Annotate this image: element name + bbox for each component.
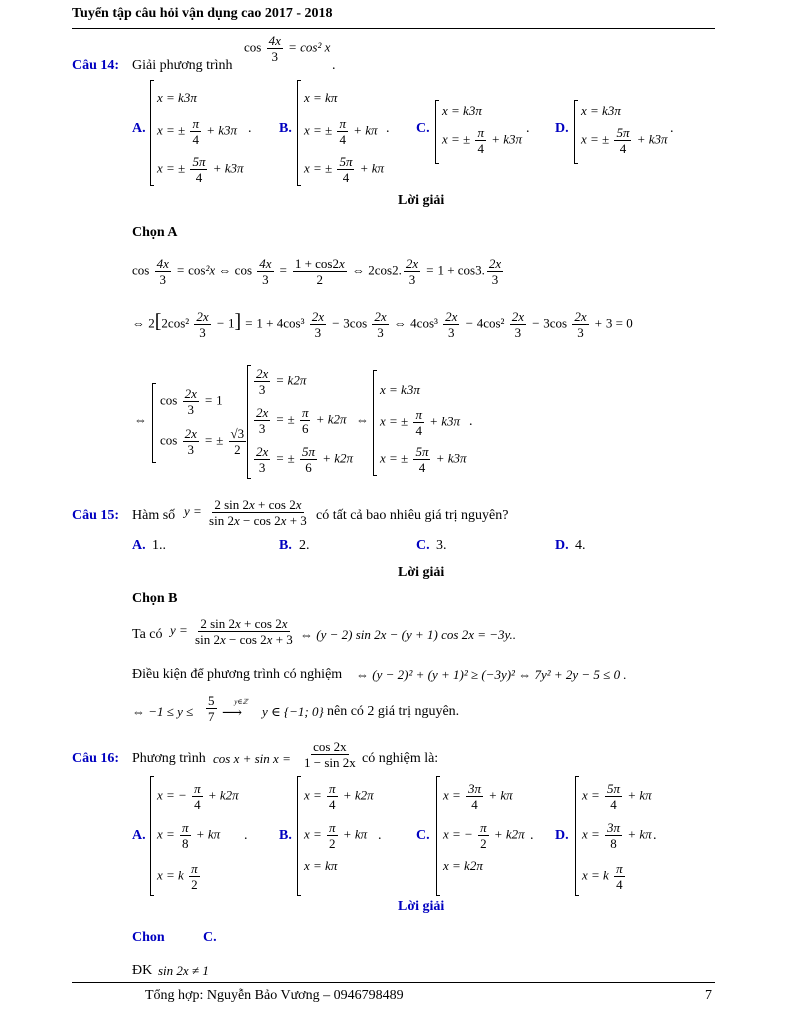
question-14-label: Câu 14: [72,58,120,73]
q14-option-b-line3: x = ± $\frac{5\pi}{4}$ + kπ [304,154,385,185]
q15-line3-frac [204,693,219,724]
question-15-function: y = $\frac{2 \sin 2x + \cos 2x}{\sin 2x - \cos 2x + 3}$ [184,497,307,528]
q16-option-c-line2: x = − $\frac{\pi}{2}$ + k2π [443,820,525,851]
q16-choice-b: C. [203,930,217,945]
question-16-eq-frac [300,739,360,770]
q16-option-d-line1: x = $\frac{5\pi}{4}$ + kπ [582,781,652,812]
q14-step-3-arrow-2: ⇔ [356,412,369,427]
q15-line1-a: Ta có [132,627,163,642]
question-14-equation: cos $\frac{4x}{3}$ = cos² x [244,33,331,64]
q14-option-b-line1: x = kπ [304,90,338,105]
page-number: 7 [705,988,712,1003]
q14-option-a-bracket [150,80,154,186]
q14-step-3-case-2: cos $\frac{2x}{3}$ = ± $\frac{√3}{2}$ [160,426,245,457]
q15-option-a-letter: A. [132,538,146,553]
q14-step-3-case-5: $\frac{2x}{3}$ = ± $\frac{5\pi}{6}$ + k2π [256,444,354,475]
q16-option-c-line1: x = $\frac{3\pi}{4}$ + kπ [443,781,513,812]
q15-option-d-value: 4. [575,538,586,553]
question-16-prompt-a: Phương trình [132,751,206,766]
q16-option-c-letter: C. [416,828,430,843]
header-rule [72,28,715,29]
q15-option-c-value: 3. [436,538,447,553]
q15-line1-b: ⇔ (y − 2) sin 2x − (y + 1) cos 2x = −3y.. [300,627,517,642]
q15-line3-a: ⇔ −1 ≤ y ≤ [132,704,194,719]
q16-option-d-end: . [653,828,657,843]
question-15-prompt-b: có tất cả bao nhiêu giá trị nguyên? [316,508,509,523]
q16-option-a-letter: A. [132,828,146,843]
q14-option-c-end: . [526,121,530,136]
q14-step-3-bracket-1 [152,383,156,463]
q15-line3-c: nên có 2 giá trị nguyên. [327,704,460,719]
q14-step-3-case-6: x = k3π [380,382,420,397]
q14-option-c-line2: x = ± $\frac{\pi}{4}$ + k3π [442,125,523,156]
question-15-label: Câu 15: [72,508,120,523]
q14-step-3-bracket-3 [373,370,377,476]
footer-rule [72,982,715,983]
q16-option-a-end: . [244,828,248,843]
q16-condition-expr: sin 2x ≠ 1 [158,963,209,978]
q16-option-a-bracket [150,776,154,896]
q14-option-b-bracket [297,80,301,186]
q14-option-c-letter: C. [416,121,430,136]
question-16-eq-a: cos x + sin x = [213,751,291,766]
q16-option-c-bracket [436,776,440,896]
question-15-prompt-a: Hàm số [132,508,176,523]
q14-step-3-case-3: $\frac{2x}{3}$ = k2π [256,366,307,397]
q14-step-3-case-7: x = ± $\frac{\pi}{4}$ + k3π [380,407,461,438]
q14-solution-title: Lời giải [398,193,445,208]
q14-option-d-bracket [574,100,578,164]
page-header-title: Tuyển tập câu hỏi vận dụng cao 2017 - 2018 [72,6,333,21]
q14-option-a-end: . [248,121,252,136]
question-16-prompt-b: có nghiệm là: [362,751,439,766]
q14-option-b-end: . [386,121,390,136]
q14-option-a-line3: x = ± $\frac{5\pi}{4}$ + k3π [157,154,244,185]
q15-long-arrow: ⟶ [222,706,243,721]
q16-option-b-end: . [378,828,382,843]
q14-option-a-line2: x = ± $\frac{\pi}{4}$ + k3π [157,116,238,147]
question-14-prompt: Giải phương trình [132,58,233,73]
q14-option-c-line1: x = k3π [442,103,482,118]
q14-step-3-end: . [469,414,473,429]
q15-line3-frac-num: 5 [208,693,215,708]
q16-option-d-line2: x = $\frac{3\pi}{8}$ + kπ [582,820,652,851]
q15-choice: Chọn B [132,591,178,606]
q16-condition-label: ĐK [132,963,153,978]
q16-option-d-letter: D. [555,828,569,843]
q16-option-b-line2: x = $\frac{\pi}{2}$ + kπ [304,820,368,851]
q14-option-d-letter: D. [555,121,569,136]
q15-line3-b: y ∈ {−1; 0} [262,704,324,719]
q14-step-3-arrow-1: ⇔ [134,412,147,427]
q15-option-b-value: 2. [299,538,310,553]
q15-line1-function: y = $\frac{2 \sin 2x + \cos 2x}{\sin 2x - \cos 2x + 3}$ [170,616,293,647]
question-16-eq-num: cos 2x [313,739,347,754]
q15-option-c-letter: C. [416,538,430,553]
q16-option-c-line3: x = k2π [443,858,483,873]
q16-option-b-line3: x = kπ [304,858,338,873]
q14-option-d-end: . [670,121,674,136]
q14-step-3-case-8: x = ± $\frac{5\pi}{4}$ + k3π [380,444,467,475]
q14-step-1: cos $\frac{4x}{3}$ = cos²x ⇔ cos $\frac{4x}{3}$ = $\frac{1 + \cos 2x}{2}$ ⇔ 2cos2. $\frac{2x}{3}$ = 1 + cos3. $\frac{2x}{3}$ [132,256,502,287]
q15-line2-b: ⇔ (y − 2)² + (y + 1)² ≥ (−3y)² ⇔ 7y² + 2y − 5 ≤ 0 . [356,667,627,682]
q14-option-c-bracket [435,100,439,164]
q14-option-b-line2: x = ± $\frac{\pi}{4}$ + kπ [304,116,378,147]
q14-option-d-line1: x = k3π [581,103,621,118]
footer-text: Tổng hợp: Nguyễn Bảo Vương – 0946798489 [145,988,404,1003]
q16-option-a-line2: x = $\frac{\pi}{8}$ + kπ [157,820,221,851]
q15-option-d-letter: D. [555,538,569,553]
q14-step-2: ⇔ 2[2cos² $\frac{2x}{3}$ − 1] = 1 + 4cos³ $\frac{2x}{3}$ − 3cos $\frac{2x}{3}$ ⇔ 4cos³ $\frac{2x}{3}$ − 4cos² $\frac{2x}{3}$ − 3cos $\frac{2x}{3}$ + 3 = 0 [132,309,633,340]
q16-option-c-end: . [530,828,534,843]
q14-option-a-line1: x = k3π [157,90,197,105]
q16-choice-a: Chon [132,930,165,945]
q16-solution-title: Lời giải [398,899,445,914]
q14-option-a-letter: A. [132,121,146,136]
q16-option-d-bracket [575,776,579,896]
q15-option-b-letter: B. [279,538,292,553]
q15-line2-a: Điều kiện để phương trình có nghiệm [132,667,343,682]
q15-solution-title: Lời giải [398,565,445,580]
question-14-end-dot: . [332,58,336,73]
question-16-label: Câu 16: [72,751,120,766]
q14-choice: Chọn A [132,225,178,240]
q15-line3-frac-den: 7 [208,709,215,724]
q14-step-3-case-4: $\frac{2x}{3}$ = ± $\frac{\pi}{6}$ + k2π [256,405,347,436]
q16-option-a-line3: x = k $\frac{\pi}{2}$ [157,861,198,892]
q15-arrow-label: y∈ℤ [234,698,248,706]
q16-option-b-line1: x = $\frac{\pi}{4}$ + k2π [304,781,374,812]
q14-option-d-line2: x = ± $\frac{5\pi}{4}$ + k3π [581,125,668,156]
q16-option-b-bracket [297,776,301,896]
q16-option-b-letter: B. [279,828,292,843]
question-16-eq-den: 1 − sin 2x [304,755,356,770]
q15-option-a-value: 1.. [152,538,166,553]
q14-step-3-case-1: cos $\frac{2x}{3}$ = 1 [160,386,223,417]
q14-option-b-letter: B. [279,121,292,136]
q16-option-d-line3: x = k $\frac{\pi}{4}$ [582,861,623,892]
q14-step-3-bracket-2 [247,365,251,479]
q16-option-a-line1: x = − $\frac{\pi}{4}$ + k2π [157,781,239,812]
